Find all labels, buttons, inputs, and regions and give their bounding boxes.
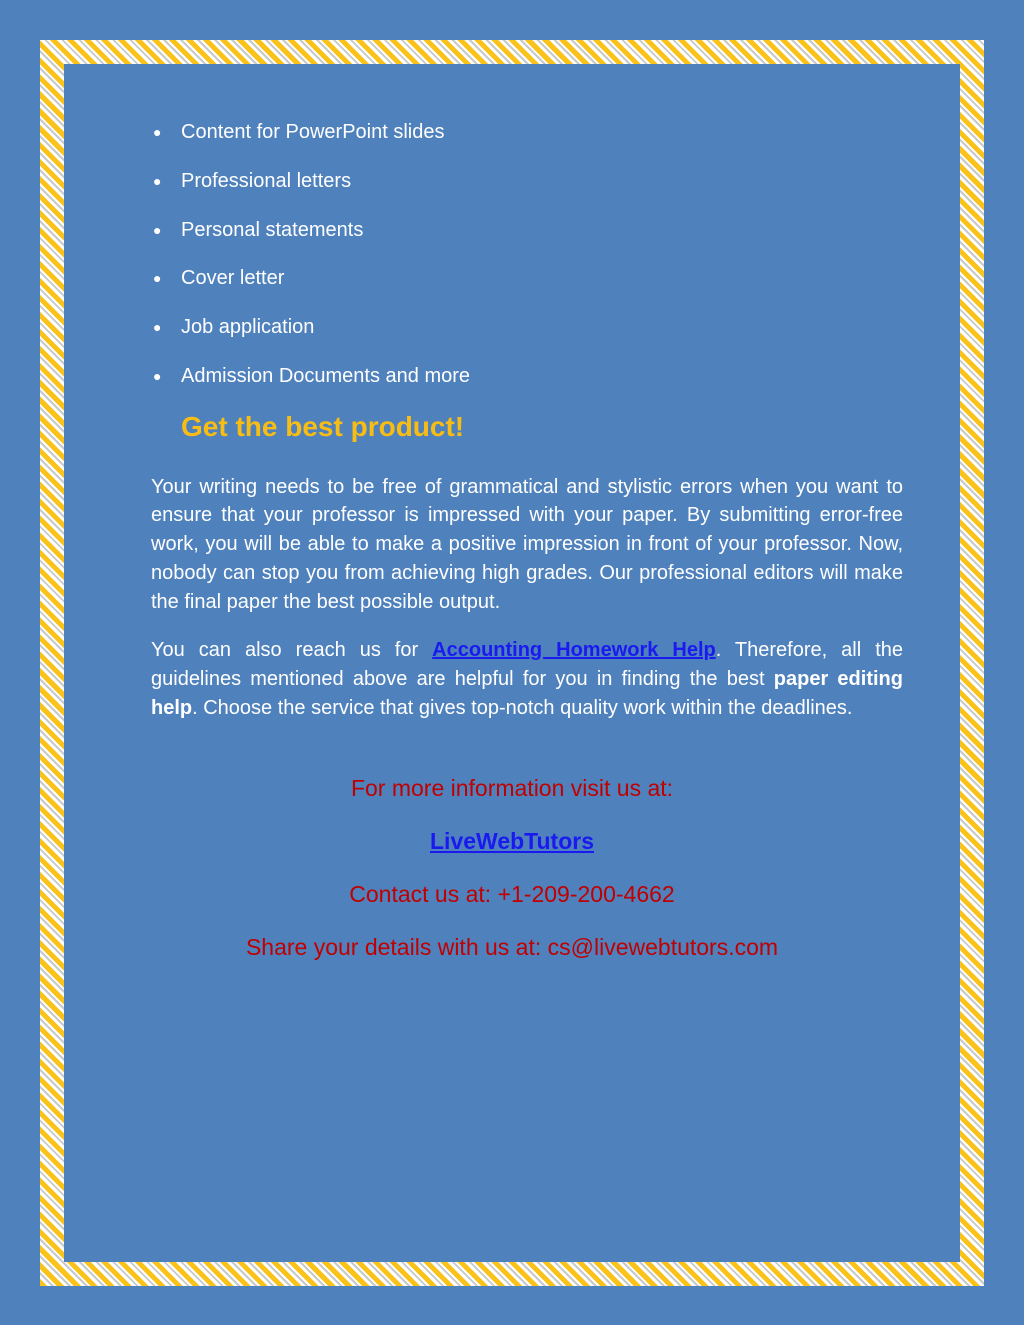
list-item-label: Personal statements bbox=[181, 218, 364, 241]
accounting-homework-help-link[interactable]: Accounting Homework Help bbox=[432, 639, 716, 662]
bullet-icon: ● bbox=[153, 319, 162, 336]
bullet-icon: ● bbox=[153, 270, 162, 287]
list-item bbox=[151, 264, 903, 292]
paper-editing-help-text: paper editing help bbox=[151, 668, 903, 719]
bullet-icon: ● bbox=[153, 367, 162, 384]
bullet-icon: ● bbox=[153, 124, 162, 140]
list-item bbox=[151, 362, 903, 390]
paragraph-text: You can also reach us for bbox=[151, 639, 433, 662]
list-item-label: Job application bbox=[181, 316, 315, 339]
services-list bbox=[151, 118, 903, 390]
paragraph-text: . Choose the service that gives top-notch quality work within the deadlines. bbox=[192, 696, 853, 719]
paragraph-text: . Therefore, all the guidelines mentioned above are helpful for you in finding the best bbox=[151, 639, 903, 690]
bullet-icon: ● bbox=[153, 221, 162, 238]
list-item bbox=[151, 167, 903, 195]
livewebtutors-link[interactable]: LiveWebTutors bbox=[430, 828, 594, 854]
list-item-label: Admission Documents and more bbox=[181, 364, 471, 387]
contact-text: Contact us at: +1-209-200-4662 bbox=[349, 881, 675, 907]
list-item bbox=[151, 313, 903, 341]
list-item bbox=[151, 118, 903, 146]
list-item-label: Professional letters bbox=[181, 169, 352, 192]
paragraph-intro: Your writing needs to be free of grammatical and stylistic errors when you want to ensure that your professor is impressed with your paper. By submitting error-free work, you will be able to make a positive impression in front of your professor. Now, nobody can stop you from achieving high grades. Our professional editors will make the final paper the best possible output. bbox=[151, 475, 903, 613]
bullet-icon: ● bbox=[153, 172, 162, 189]
visit-info-text: For more information visit us at: bbox=[350, 775, 674, 801]
share-details-text: Share your details with us at: cs@livewebtutors.com bbox=[245, 934, 779, 960]
list-item-label: Cover letter bbox=[181, 267, 285, 290]
main-content bbox=[151, 118, 903, 722]
site-link-row bbox=[0, 826, 1024, 856]
list-item-label: Content for PowerPoint slides bbox=[181, 121, 445, 143]
paragraph-services bbox=[151, 636, 903, 722]
list-item bbox=[151, 216, 903, 244]
section-heading: Get the best product! bbox=[181, 410, 465, 442]
